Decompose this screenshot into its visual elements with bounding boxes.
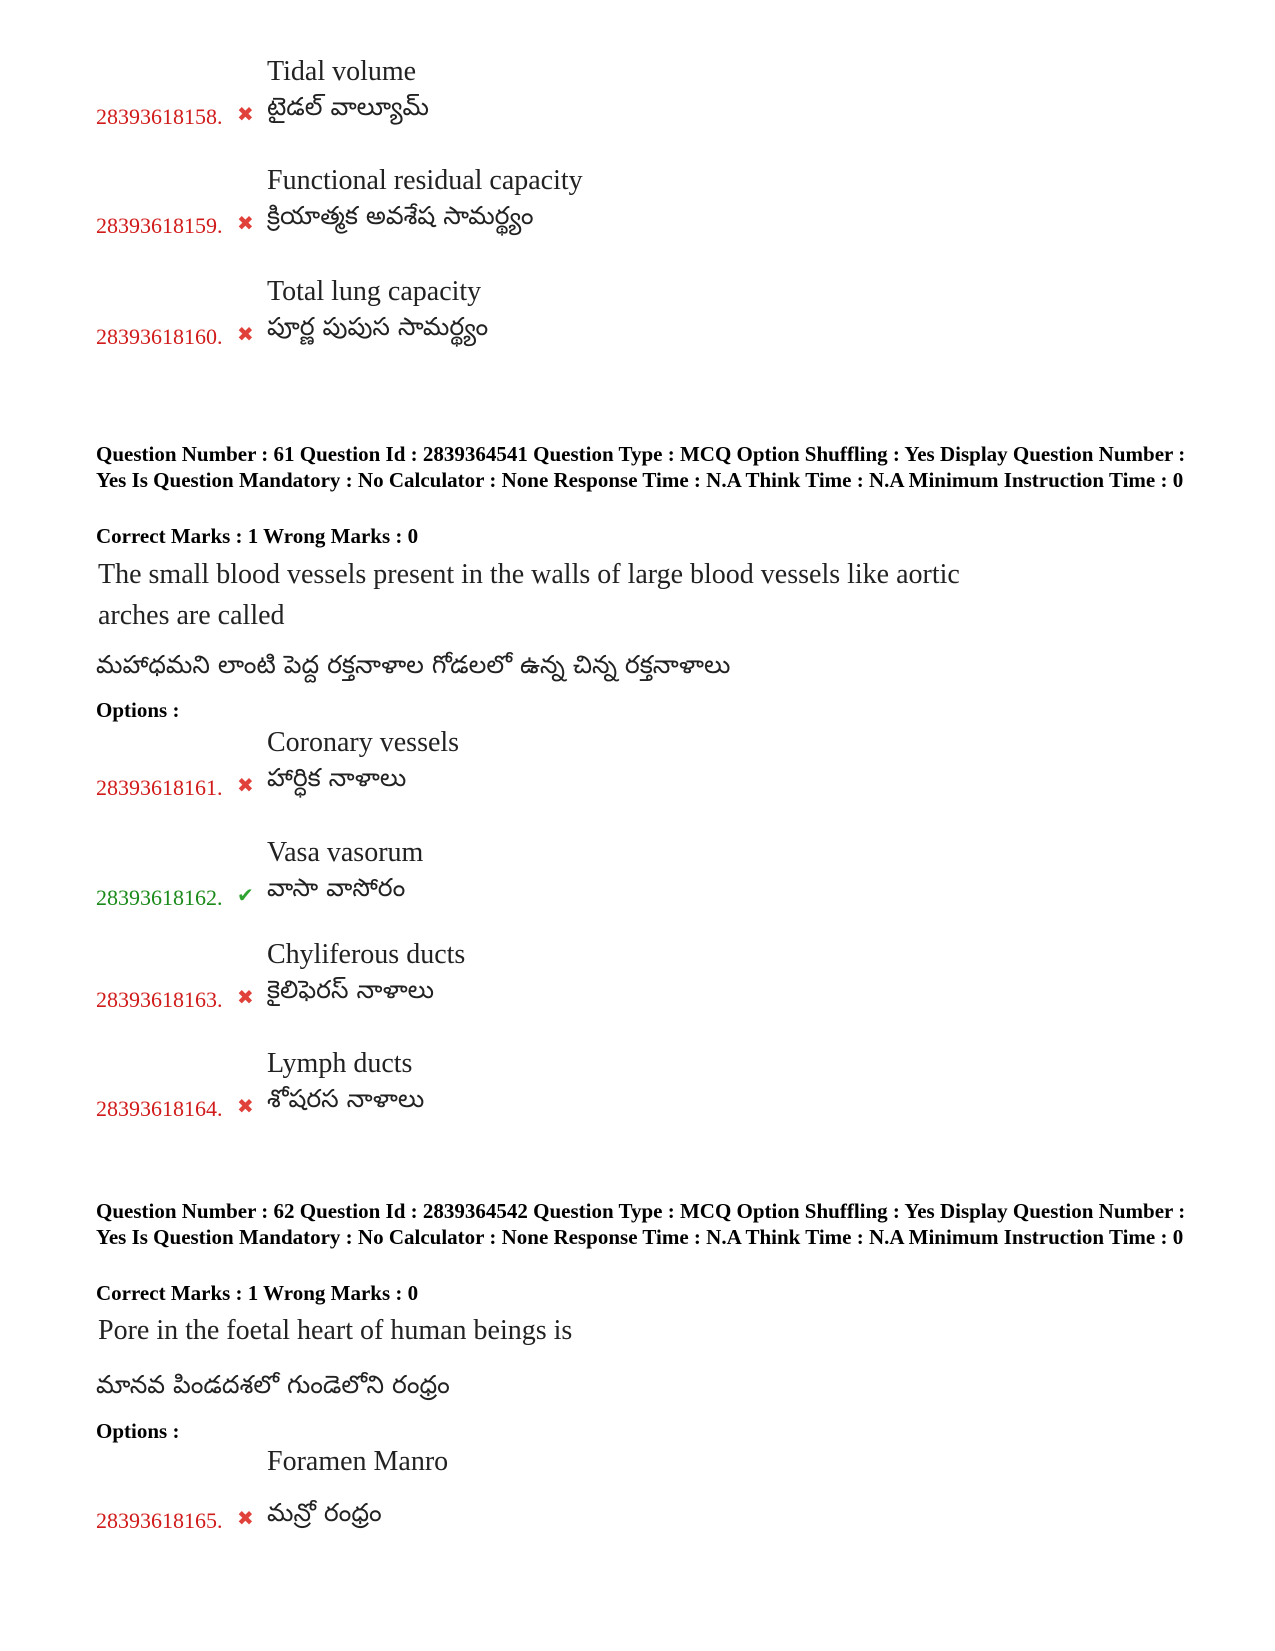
option-id: 28393618163.: [96, 987, 223, 1012]
option-row: [0, 1446, 1275, 1546]
question-62-meta: Question Number : 62 Question Id : 2839364542 Question Type : MCQ Option Shuffling : Yes Display Question Number : Yes Is Question Mandatory : No Calculator : None Response Time : N.A Think Time : N.A Minimum Instruction Time : 0: [96, 1199, 1186, 1249]
option-text-en: Total lung capacity: [267, 276, 482, 307]
option-id: 28393618165.: [96, 1508, 223, 1533]
question-62-text-te: మానవ పిండదశలో గుండెలోని రంధ్రం: [96, 1370, 450, 1399]
question-61-options-label: Options :: [96, 698, 180, 722]
cross-icon: ✖: [237, 322, 254, 346]
option-text-en: Functional residual capacity: [267, 165, 583, 196]
cross-icon: ✖: [237, 211, 254, 235]
cross-icon: ✖: [237, 102, 254, 126]
question-61-marks: Correct Marks : 1 Wrong Marks : 0: [96, 524, 419, 548]
option-id: 28393618162.: [96, 885, 223, 910]
option-id: 28393618158.: [96, 104, 223, 129]
option-row: [0, 165, 1275, 265]
option-text-en: Lymph ducts: [267, 1048, 413, 1079]
option-text-te: మన్రో రంధ్రం: [267, 1498, 382, 1527]
option-text-te: టైడల్ వాల్యూమ్: [267, 92, 429, 121]
check-icon: ✔: [237, 883, 254, 907]
option-row: [0, 939, 1275, 1039]
option-text-te: పూర్ణ పుపుస సామర్థ్యం: [267, 312, 489, 341]
option-text-en: Chyliferous ducts: [267, 939, 466, 970]
option-text-te: హార్ధిక నాళాలు: [267, 763, 407, 792]
option-row: [0, 727, 1275, 827]
question-61-text-en: The small blood vessels present in the walls of large blood vessels like aortic arches are called: [98, 559, 960, 631]
option-text-te: క్రియాత్మక అవశేష సామర్థ్యం: [267, 201, 534, 230]
cross-icon: ✖: [237, 773, 254, 797]
question-62-marks: Correct Marks : 1 Wrong Marks : 0: [96, 1281, 419, 1305]
cross-icon: ✖: [237, 985, 254, 1009]
question-62-options-label: Options :: [96, 1419, 180, 1443]
option-id: 28393618160.: [96, 324, 223, 349]
option-row: [0, 276, 1275, 376]
option-text-te: వాసా వాసోరం: [267, 873, 406, 902]
question-61-text-te: మహాధమని లాంటి పెద్ద రక్తనాళాల గోడలలో ఉన్న చిన్న రక్తనాళాలు: [96, 650, 731, 679]
option-id: 28393618164.: [96, 1096, 223, 1121]
option-text-en: Tidal volume: [267, 56, 417, 87]
option-text-en: Foramen Manro: [267, 1446, 449, 1477]
option-row: [0, 1048, 1275, 1148]
question-62-text-en: Pore in the foetal heart of human beings is: [98, 1315, 573, 1346]
option-text-en: Vasa vasorum: [267, 837, 424, 868]
option-text-te: కైలిఫెరస్ నాళాలు: [267, 975, 435, 1004]
cross-icon: ✖: [237, 1506, 254, 1530]
option-id: 28393618161.: [96, 775, 223, 800]
option-id: 28393618159.: [96, 213, 223, 238]
cross-icon: ✖: [237, 1094, 254, 1118]
question-61-meta: Question Number : 61 Question Id : 2839364541 Question Type : MCQ Option Shuffling : Yes Display Question Number : Yes Is Question Mandatory : No Calculator : None Response Time : N.A Think Time : N.A Minimum Instruction Time : 0: [96, 442, 1186, 492]
option-text-te: శోషరస నాళాలు: [267, 1084, 425, 1113]
option-text-en: Coronary vessels: [267, 727, 460, 758]
option-row: [0, 837, 1275, 937]
option-row: [0, 56, 1275, 156]
